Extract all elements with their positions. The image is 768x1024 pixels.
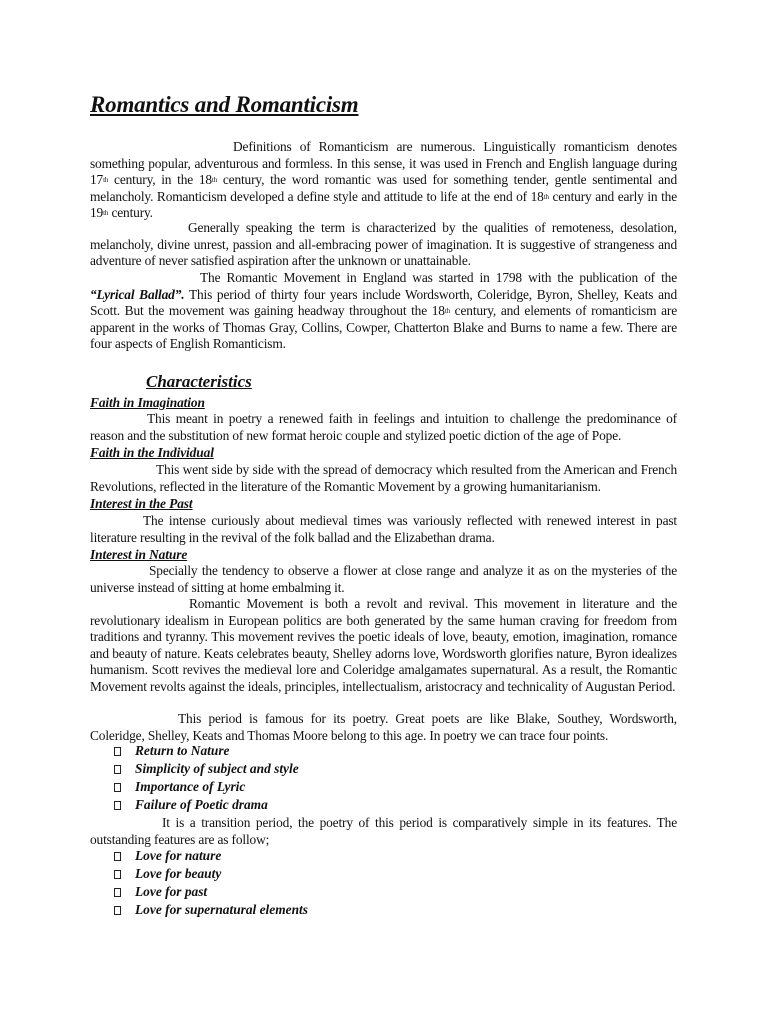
checkbox-bullet-icon — [114, 765, 121, 774]
list-item — [114, 883, 308, 901]
body-paragraph-1: Romantic Movement is both a revolt and revival. This movement in literature and the revolutionary idealism in European politics are both generated by the same human craving for freedom from traditions and tyranny. This movement revives the poetic ideals of love, beauty, emotion, imagination, romance and beauty of nature. Keats celebrates beauty, Shelley adorns love, Wordsworth glorifies nature, Byron idealizes humanism. Scott revives the medieval lore and Coleridge amalgamates supernatural. As a result, the Romantic Movement revolts against the ideals, principles, intellectualism, aristocracy and technicality of Augustan Period. — [90, 596, 677, 694]
list-item — [114, 901, 308, 919]
superscript: th — [103, 176, 109, 184]
subheading-interest-in-nature: Interest in Nature — [90, 547, 188, 562]
checkbox-bullet-icon — [114, 783, 121, 792]
paragraph-interest-in-nature: Specially the tendency to observe a flower at close range and analyze it as on the mysteries of the universe instead of sitting at home embalming it. — [90, 563, 677, 595]
poetry-points-list — [114, 742, 299, 814]
list-item-text: Love for supernatural elements — [135, 902, 308, 917]
list-item — [114, 778, 299, 796]
checkbox-bullet-icon — [114, 888, 121, 897]
list-item-text: Return to Nature — [135, 743, 230, 758]
body-paragraph-3: It is a transition period, the poetry of this period is comparatively simple in its features. The outstanding features are as follow; — [90, 815, 677, 847]
paragraph-interest-in-the-past: The intense curiously about medieval times was variously reflected with renewed interest in past literature resulting in the revival of the folk ballad and the Elizabethan drama. — [90, 513, 677, 545]
text-run: This period of thirty four years include Wordsworth, Coleridge, Byron, Shelley, Keats and Scott. But the movement was gaining headway throughout the 18 — [90, 286, 677, 318]
list-item-text: Love for past — [135, 884, 208, 899]
list-item — [114, 865, 308, 883]
text-run: century, and elements of romanticism are apparent in the works of Thomas Gray, Collins, Cowper, Chatterton Blake and Burns to name a few. There are four aspects of English Romanticism. — [90, 303, 677, 351]
list-item-text: Simplicity of subject and style — [135, 761, 299, 776]
superscript: th — [444, 307, 450, 315]
list-item — [114, 760, 299, 778]
text-run: century and early in the 19 — [90, 188, 677, 220]
subheading-faith-in-the-individual: Faith in the Individual — [90, 445, 214, 460]
intro-paragraph-2: Generally speaking the term is characterized by the qualities of remoteness, desolation, melancholy, divine unrest, passion and all-embracing power of imagination. It is suggestive of strangeness and adventure of never satisfied aspiration after the unknown or unattainable. — [90, 220, 677, 268]
section-heading-characteristics: Characteristics — [146, 372, 252, 391]
paragraph-faith-in-imagination: This meant in poetry a renewed faith in feelings and intuition to challenge the predominance of reason and the substitution of new format heroic couple and stylized poetic diction of the age of Pope. — [90, 411, 677, 443]
checkbox-bullet-icon — [114, 870, 121, 879]
text-run: Definitions of Romanticism are numerous. Linguistically romanticism denotes something popular, adventurous and formless. In this sense, it was used in French and English language during 17 — [90, 139, 677, 187]
list-item-text: Love for nature — [135, 848, 222, 863]
text-run: century. — [108, 205, 153, 220]
paragraph-faith-in-the-individual: This went side by side with the spread of democracy which resulted from the American and French Revolutions, reflected in the literature of the Romantic Movement by a growing humanitarianism. — [90, 462, 677, 494]
list-item — [114, 742, 299, 760]
checkbox-bullet-icon — [114, 747, 121, 756]
intro-paragraph-3 — [90, 270, 677, 353]
text-run: century, the word romantic was used for something tender, gentle sentimental and melancholy. Romanticism developed a define style and attitude to life at the end of 18 — [90, 172, 678, 204]
list-item — [114, 796, 299, 814]
text-run: century, in the 18 — [108, 172, 212, 187]
text-run: The Romantic Movement in England was started in 1798 with the publication of the — [200, 270, 677, 285]
superscript: th — [211, 176, 218, 184]
features-list — [114, 847, 308, 919]
intro-paragraph-1 — [90, 139, 677, 222]
list-item — [114, 847, 308, 865]
body-paragraph-2: This period is famous for its poetry. Great poets are like Blake, Southey, Wordsworth, Coleridge, Shelley, Keats and Thomas Moore belong to this age. In poetry we can trace four points. — [90, 711, 677, 743]
checkbox-bullet-icon — [114, 906, 121, 915]
list-item-text: Love for beauty — [135, 866, 222, 881]
subheading-faith-in-imagination: Faith in Imagination — [90, 395, 205, 410]
checkbox-bullet-icon — [114, 852, 121, 861]
checkbox-bullet-icon — [114, 801, 121, 810]
list-item-text: Failure of Poetic drama — [135, 797, 268, 812]
page-title: Romantics and Romanticism — [90, 92, 359, 117]
book-title: “Lyrical Ballad”. — [90, 286, 185, 302]
superscript: th — [543, 192, 549, 201]
list-item-text: Importance of Lyric — [135, 779, 246, 794]
superscript: th — [103, 209, 109, 217]
subheading-interest-in-the-past: Interest in the Past — [90, 496, 193, 511]
